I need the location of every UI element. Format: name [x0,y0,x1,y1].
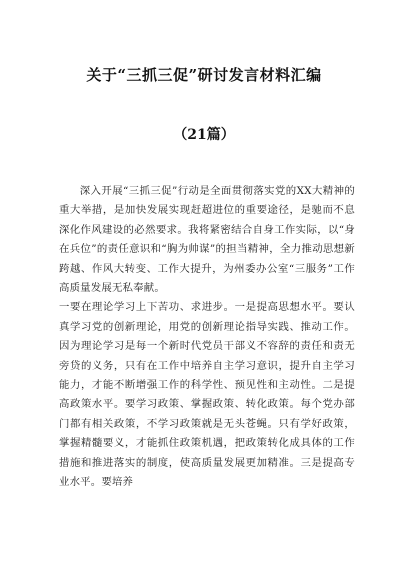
body-paragraph: 一要在理论学习上下苦功、求进步。一是提高思想水平。要认真学习党的创新理论，用党的创新理论指导实践、推动工作。因为理论学习是每一个新时代党员干部义不容辞的责任和责无旁贷的义务，只有在工作中培养自主学习意识，提升自主学习能力，才能不断增强工作的科学性、预见性和主动性。二是提高政策水平。要学习政策、掌握政策、转化政策。每个党办部门都有相关政策，不学习政策就是无头苍蝇。只有学好政策，掌握精髓要义，才能抓住政策机遇，把政策转化成具体的工作措施和推进落实的制度，使高质量发展更加精准。三是提高专业水平。要培养 [59,301,355,489]
document-body [59,182,355,493]
body-paragraph: 深入开展“三抓三促”行动是全面贯彻落实党的XX大精神的重大举措，是加快发展实现赶超进位的重要途径，是驰而不息深化作风建设的必然要求。我将紧密结合自身工作实际，以“身在兵位”的责任意识和“胸为帅谋”的担当精神，全力推动思想新跨越、作风大转变、工作大提升，为州委办公室“三服务”工作高质量发展无私奉献。 [59,185,355,295]
document-title: 关于“三抓三促”研讨发言材料汇编 [86,66,322,84]
document-subtitle: （21篇） [173,127,235,143]
